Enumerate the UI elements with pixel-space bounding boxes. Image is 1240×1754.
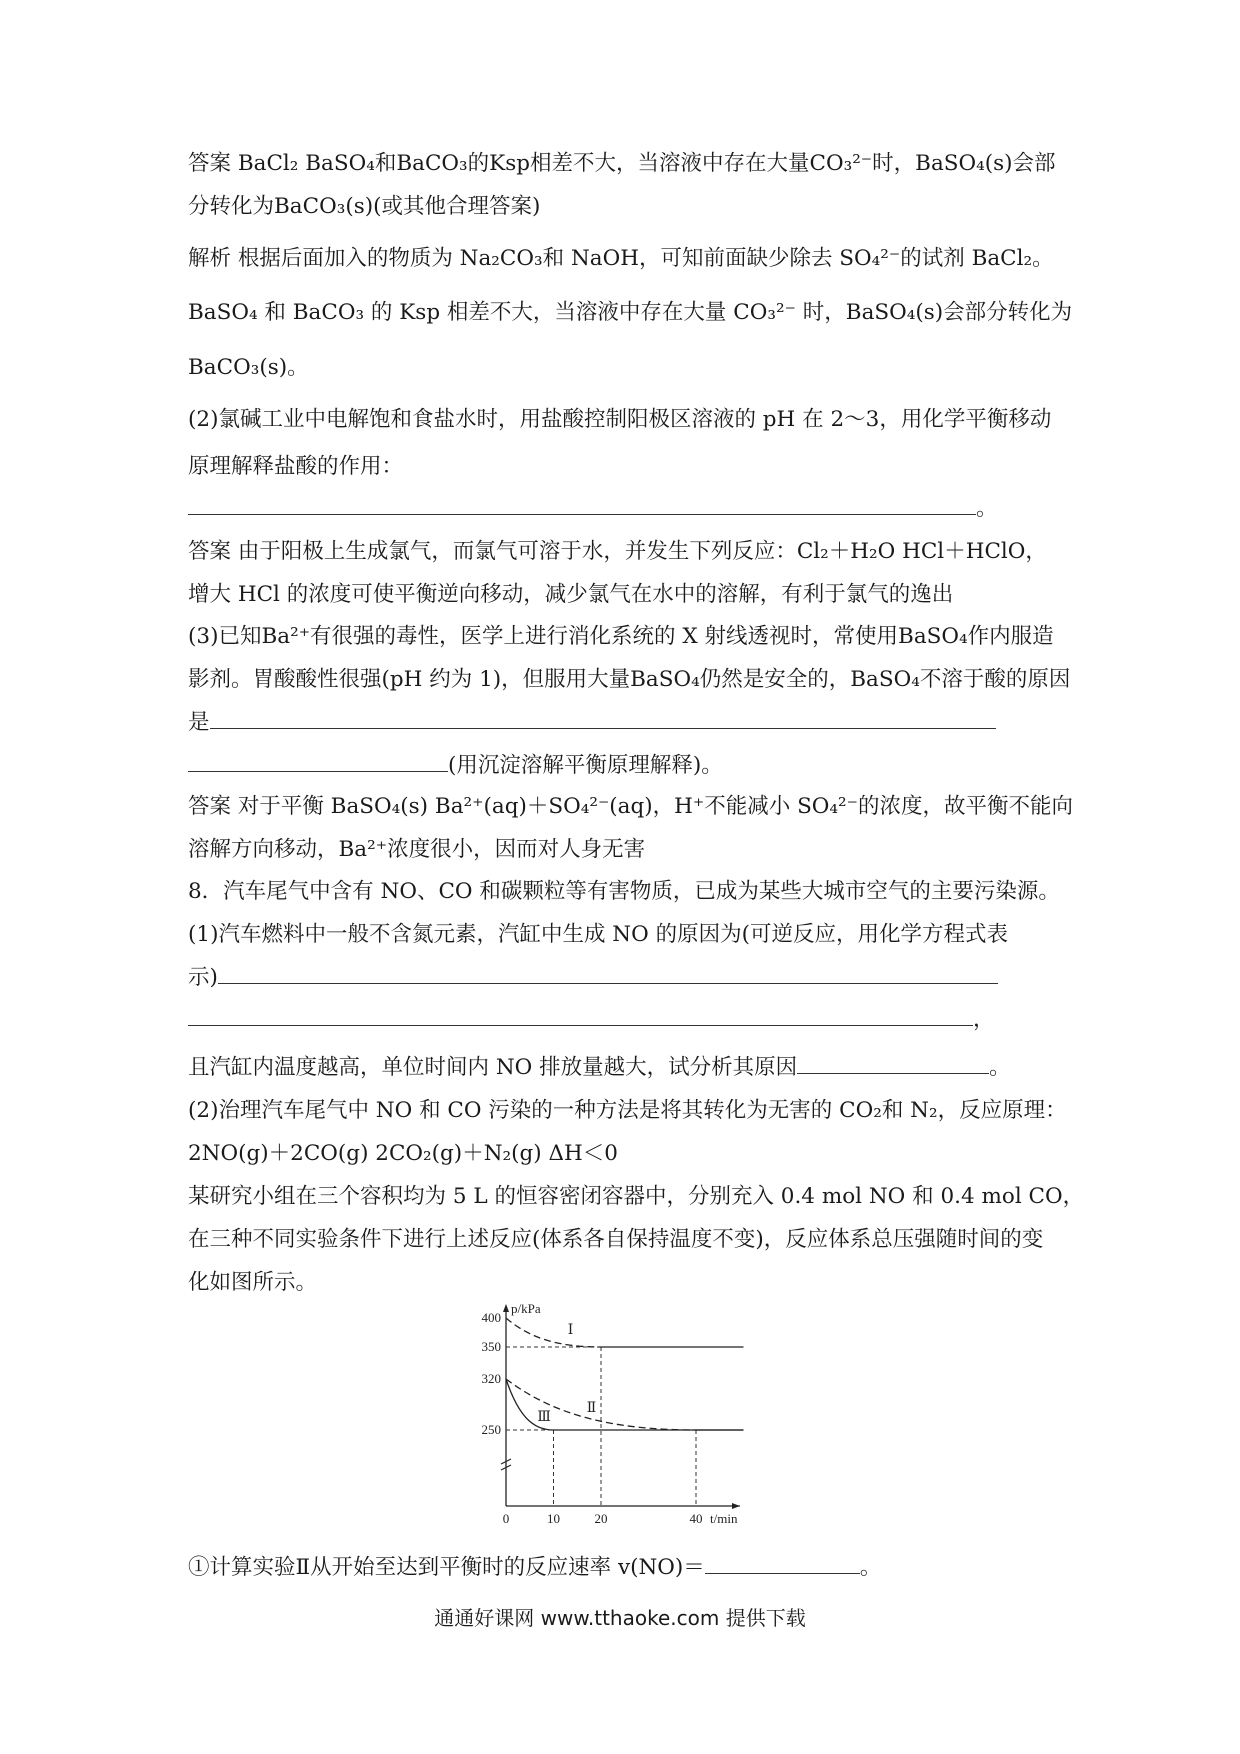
x-axis-label: t/min (710, 1511, 738, 1526)
question-8-intro: 8．汽车尾气中含有 NO、CO 和碳颗粒等有害物质，已成为某些大城市空气的主要污染源。 (188, 879, 1060, 904)
question-3-line-1: (3)已知Ba²⁺有很强的毒性，医学上进行消化系统的 X 射线透视时，常使用BaSO₄作内服造 (188, 624, 1054, 649)
series-2-label: Ⅱ (586, 1401, 597, 1416)
blank-line (797, 1053, 989, 1074)
x-tick-label: 40 (689, 1511, 703, 1526)
answer-2-line-1: 答案 由于阳极上生成氯气，而氯气可溶于水，并发生下列反应：Cl₂＋H₂O HCl＋HClO， (188, 539, 1047, 564)
question-8-2-line-4: 化如图所示。 (188, 1270, 318, 1295)
question-8-1-prefix: 示) (188, 965, 218, 990)
question-8-1-reason: 且汽缸内温度越高，单位时间内 NO 排放量越大，试分析其原因 (188, 1055, 798, 1080)
analysis-line-2: BaSO₄ 和 BaCO₃ 的 Ksp 相差不大，当溶液中存在大量 CO₃²⁻ 时，BaSO₄(s)会部分转化为 (188, 300, 1073, 325)
analysis-line-1: 解析 根据后面加入的物质为 Na₂CO₃和 NaOH，可知前面缺少除去 SO₄²⁻的试剂 BaCl₂。 (188, 246, 1054, 271)
series-1-label: Ⅰ (567, 1323, 574, 1338)
x-tick-label: 0 (502, 1511, 510, 1526)
blank-line (210, 708, 996, 729)
answer-line-1: 答案 BaCl₂ BaSO₄和BaCO₃的Ksp相差不大，当溶液中存在大量CO₃²⁻时，BaSO₄(s)会部 (188, 151, 1056, 176)
question-8-2-line-2: 某研究小组在三个容积均为 5 L 的恒容密闭容器中，分别充入 0.4 mol NO 和 0.4 mol CO， (188, 1184, 1085, 1209)
answer-line-2: 分转化为BaCO₃(s)(或其他合理答案) (188, 194, 541, 219)
question-8-2-line-3: 在三种不同实验条件下进行上述反应(体系各自保持温度不变)，反应体系总压强随时间的变 (188, 1227, 1044, 1252)
series-3-label: Ⅲ (537, 1410, 551, 1425)
question-8-1-line-4 (188, 1053, 1011, 1083)
y-tick-label: 400 (481, 1310, 501, 1325)
x-axis-arrow (732, 1503, 740, 1509)
y-axis-arrow (503, 1304, 509, 1312)
question-3-line-2: 影剂。胃酸酸性很强(pH 约为 1)，但服用大量BaSO₄仍然是安全的，BaSO₄不溶于酸的原因 (188, 667, 1071, 692)
series-1-curve (506, 1318, 601, 1347)
blank-line (188, 751, 448, 772)
answer-3-line-2: 溶解方向移动，Ba²⁺浓度很小，因而对人身无害 (188, 837, 646, 862)
period-text: 。 (859, 1555, 882, 1580)
comma-text: ， (973, 1007, 995, 1032)
pressure-time-chart (440, 1300, 780, 1540)
question-2-answer-blank (188, 494, 998, 524)
answer-2-line-2: 增大 HCl 的浓度可使平衡逆向移动，减少氯气在水中的溶解，有利于氯气的逸出 (188, 582, 954, 607)
reaction-equation: 2NO(g)＋2CO(g) 2CO₂(g)＋N₂(g) ΔH＜0 (188, 1141, 618, 1166)
y-tick-label: 350 (481, 1339, 501, 1354)
x-tick-label: 10 (547, 1511, 560, 1526)
question-8-2-sub-1 (188, 1553, 881, 1583)
question-3-prefix: 是 (188, 710, 210, 735)
question-8-1-line-3 (188, 1005, 995, 1035)
blank-line (188, 494, 976, 515)
analysis-line-3: BaCO₃(s)。 (188, 355, 309, 380)
question-2-line-1: (2)氯碱工业中电解饱和食盐水时，用盐酸控制阳极区溶液的 pH 在 2～3，用化学平衡移动 (188, 407, 1052, 432)
y-axis-label: p/kPa (511, 1301, 541, 1316)
y-tick-label: 250 (481, 1422, 501, 1437)
sub-question-text: ①计算实验Ⅱ从开始至达到平衡时的反应速率 v(NO)＝ (188, 1555, 705, 1580)
answer-3-line-1: 答案 对于平衡 BaSO₄(s) Ba²⁺(aq)＋SO₄²⁻(aq)，H⁺不能减小 SO₄²⁻的浓度，故平衡不能向 (188, 794, 1074, 819)
question-8-1-line-1: (1)汽车燃料中一般不含氮元素，汽缸中生成 NO 的原因为(可逆反应，用化学方程式表 (188, 922, 1008, 947)
question-8-1-line-2 (188, 963, 998, 993)
period-text: 。 (989, 1055, 1011, 1080)
y-tick-label: 320 (481, 1371, 501, 1386)
blank-line (188, 1005, 973, 1026)
period-text: 。 (976, 496, 998, 521)
question-3-line-4 (188, 751, 723, 781)
question-2-line-2: 原理解释盐酸的作用： (188, 454, 404, 479)
blank-line (705, 1553, 860, 1574)
question-3-suffix: (用沉淀溶解平衡原理解释)。 (448, 753, 723, 778)
x-tick-label: 20 (594, 1511, 608, 1526)
footer-text: 通通好课网 www.tthaoke.com 提供下载 (434, 1606, 806, 1630)
blank-line (218, 963, 998, 984)
question-3-line-3 (188, 708, 996, 738)
question-8-2-line-1: (2)治理汽车尾气中 NO 和 CO 污染的一种方法是将其转化为无害的 CO₂和 N₂，反应原理： (188, 1098, 1067, 1123)
